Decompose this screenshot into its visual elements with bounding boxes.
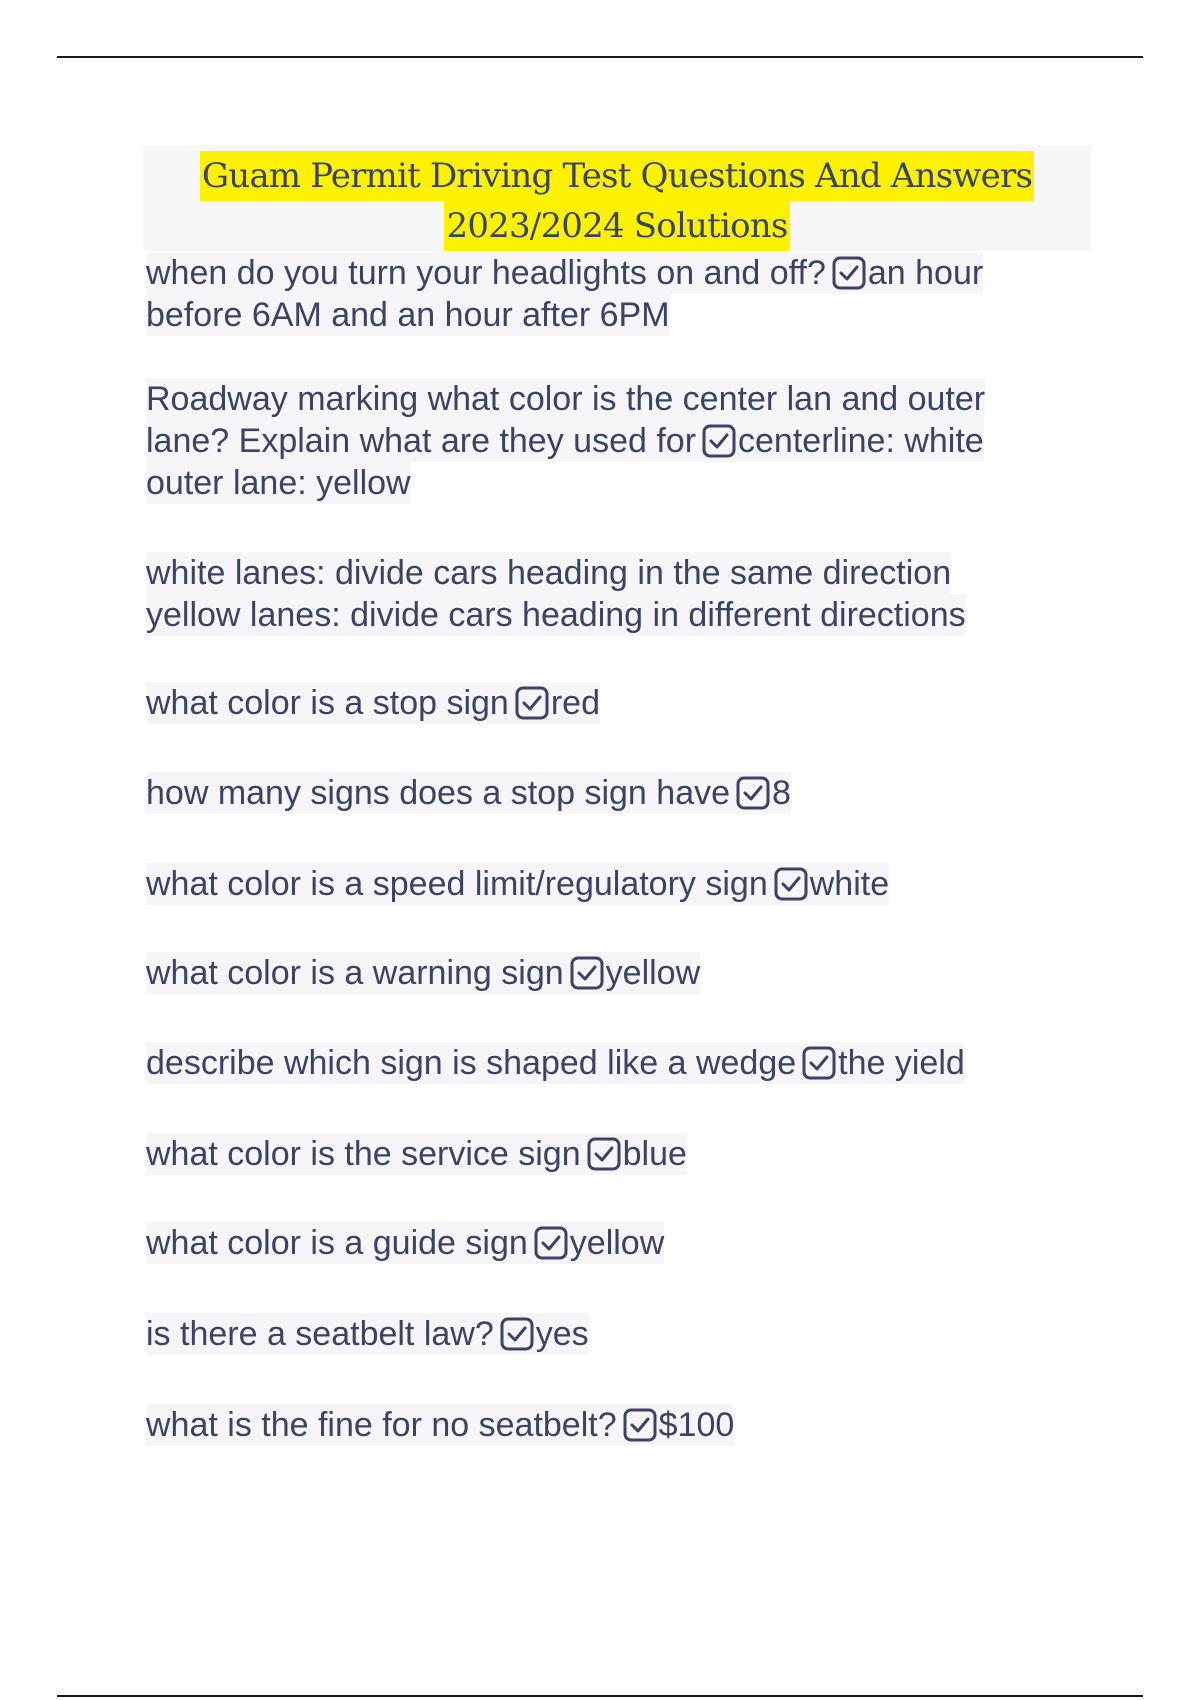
paragraph-line: white lanes: divide cars heading in the same direction (146, 554, 952, 592)
qa-item (146, 863, 889, 905)
qa-item (146, 1042, 965, 1084)
check-box-icon (832, 256, 866, 290)
answer-text: blue (622, 1135, 687, 1173)
title-line-1: Guam Permit Driving Test Questions And Answers (200, 151, 1034, 201)
answer-text: the yield (838, 1044, 965, 1082)
qa-item (146, 952, 700, 994)
check-box-icon (534, 1226, 568, 1260)
question-text: when do you turn your headlights on and off? (146, 254, 826, 292)
qa-item (146, 1222, 664, 1264)
question-text-continued: lane? Explain what are they used for (146, 422, 697, 460)
qa-item (146, 682, 600, 724)
answer-text: yellow (605, 954, 701, 992)
answer-text: yellow (569, 1224, 665, 1262)
bottom-rule (57, 1695, 1143, 1697)
check-box-icon (515, 686, 549, 720)
question-text: what color is a speed limit/regulatory sign (146, 865, 768, 903)
document-title (143, 145, 1091, 251)
question-text: Roadway marking what color is the center lan and outer (146, 380, 986, 418)
answer-text: $100 (658, 1406, 735, 1444)
top-rule (57, 56, 1143, 58)
check-box-icon (736, 776, 770, 810)
qa-item (146, 252, 983, 336)
qa-item (146, 1133, 687, 1175)
qa-item (146, 378, 985, 504)
qa-item (146, 1404, 734, 1446)
qa-item (146, 1313, 589, 1355)
answer-text: red (550, 684, 600, 722)
check-box-icon (500, 1317, 534, 1351)
answer-text-continued: outer lane: yellow (146, 464, 411, 502)
qa-paragraph (146, 552, 966, 636)
check-box-icon (802, 1046, 836, 1080)
question-text: what color is a guide sign (146, 1224, 528, 1262)
check-box-icon (774, 867, 808, 901)
paragraph-line: yellow lanes: divide cars heading in different directions (146, 596, 966, 634)
answer-text: an hour (867, 254, 984, 292)
question-text: what is the fine for no seatbelt? (146, 1406, 617, 1444)
answer-text: centerline: white (738, 422, 984, 460)
check-box-icon (570, 956, 604, 990)
check-box-icon (623, 1408, 657, 1442)
question-text: what color is the service sign (146, 1135, 581, 1173)
check-box-icon (587, 1137, 621, 1171)
answer-text: yes (535, 1315, 589, 1353)
title-line-2: 2023/2024 Solutions (444, 201, 789, 251)
question-text: how many signs does a stop sign have (146, 774, 731, 812)
check-box-icon (702, 424, 736, 458)
question-text: what color is a warning sign (146, 954, 564, 992)
answer-text: white (809, 865, 890, 903)
answer-text: 8 (772, 774, 791, 812)
question-text: is there a seatbelt law? (146, 1315, 494, 1353)
question-text: what color is a stop sign (146, 684, 509, 722)
qa-item (146, 772, 791, 814)
answer-text-continued: before 6AM and an hour after 6PM (146, 296, 670, 334)
question-text: describe which sign is shaped like a wedge (146, 1044, 797, 1082)
